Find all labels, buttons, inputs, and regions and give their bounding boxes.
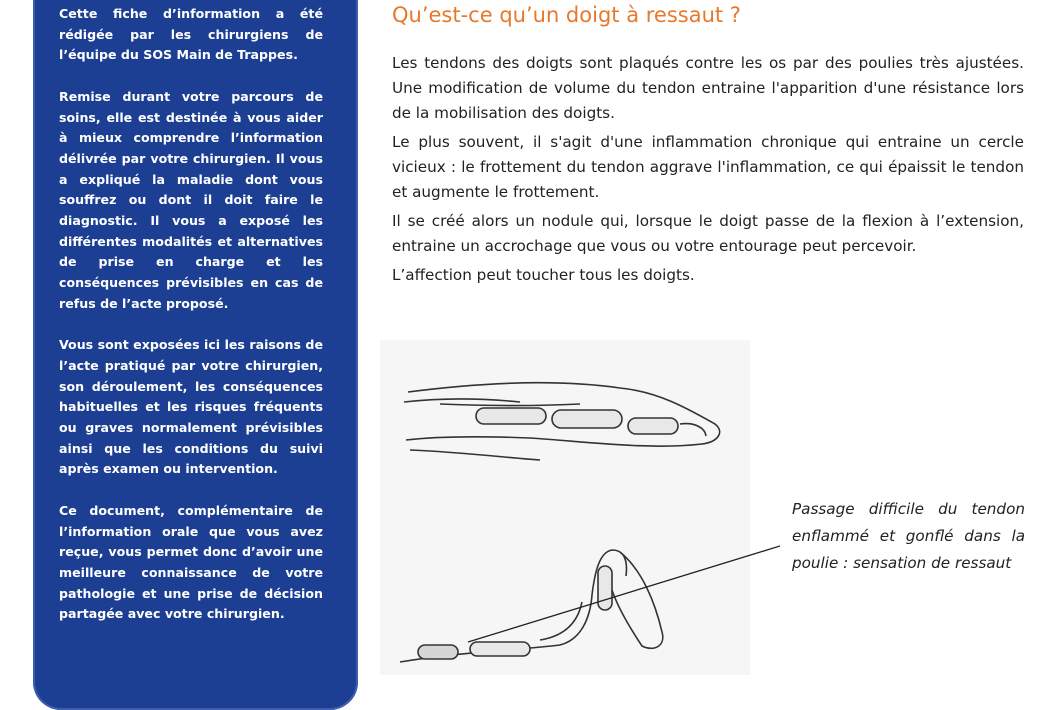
body-paragraph: Il se créé alors un nodule qui, lorsque le doigt passe de la flexion à l’extension, entraine un accrochage que vous ou votre entourage peut percevoir. xyxy=(392,212,1024,255)
page-title: Qu’est-ce qu’un doigt à ressaut ? xyxy=(392,3,741,27)
main-body xyxy=(392,51,1024,292)
sidebar-paragraph: Vous sont exposées ici les raisons de l’acte pratiqué par votre chirurgien, son déroulement, les conséquences habituelles et les risques fréquents ou graves normalement prévisibles ainsi que les conditions du suivi après examen ou intervention. xyxy=(59,337,323,477)
body-paragraph: Les tendons des doigts sont plaqués contre les os par des poulies très ajustées. Une modification de volume du tendon entraine l'apparition d'une résistance lors de la mobilisation des doigts. xyxy=(392,54,1024,122)
sidebar-paragraph: Ce document, complémentaire de l’information orale que vous avez reçue, vous permet donc d’avoir une meilleure connaissance de votre pathologie et une prise de décision partagée avec votre chirurgien. xyxy=(59,502,323,622)
finger-illustration xyxy=(380,340,780,675)
sidebar-text xyxy=(59,4,323,646)
figure-caption: Passage difficile du tendon enflammé et gonflé dans la poulie : sensation de ressaut xyxy=(792,500,1025,572)
body-paragraph: L’affection peut toucher tous les doigts. xyxy=(392,266,695,284)
sidebar-paragraph: Cette fiche d’information a été rédigée par les chirurgiens de l’équipe du SOS Main de Trappes. xyxy=(59,6,323,63)
body-paragraph: Le plus souvent, il s'agit d'une inflammation chronique qui entraine un cercle vicieux : le frottement du tendon aggrave l'inflammation, ce qui épaissit le tendon et augmente le frottement. xyxy=(392,133,1024,201)
sidebar-paragraph: Remise durant votre parcours de soins, elle est destinée à vous aider à mieux comprendre l’information délivrée par votre chirurgien. Il vous a expliqué la maladie dont vous souffrez ou dont il doit faire le diagnostic. Il vous a exposé les différentes modalités et alternatives de prise en charge et les conséquences prévisibles en cas de refus de l’acte proposé. xyxy=(59,88,323,311)
